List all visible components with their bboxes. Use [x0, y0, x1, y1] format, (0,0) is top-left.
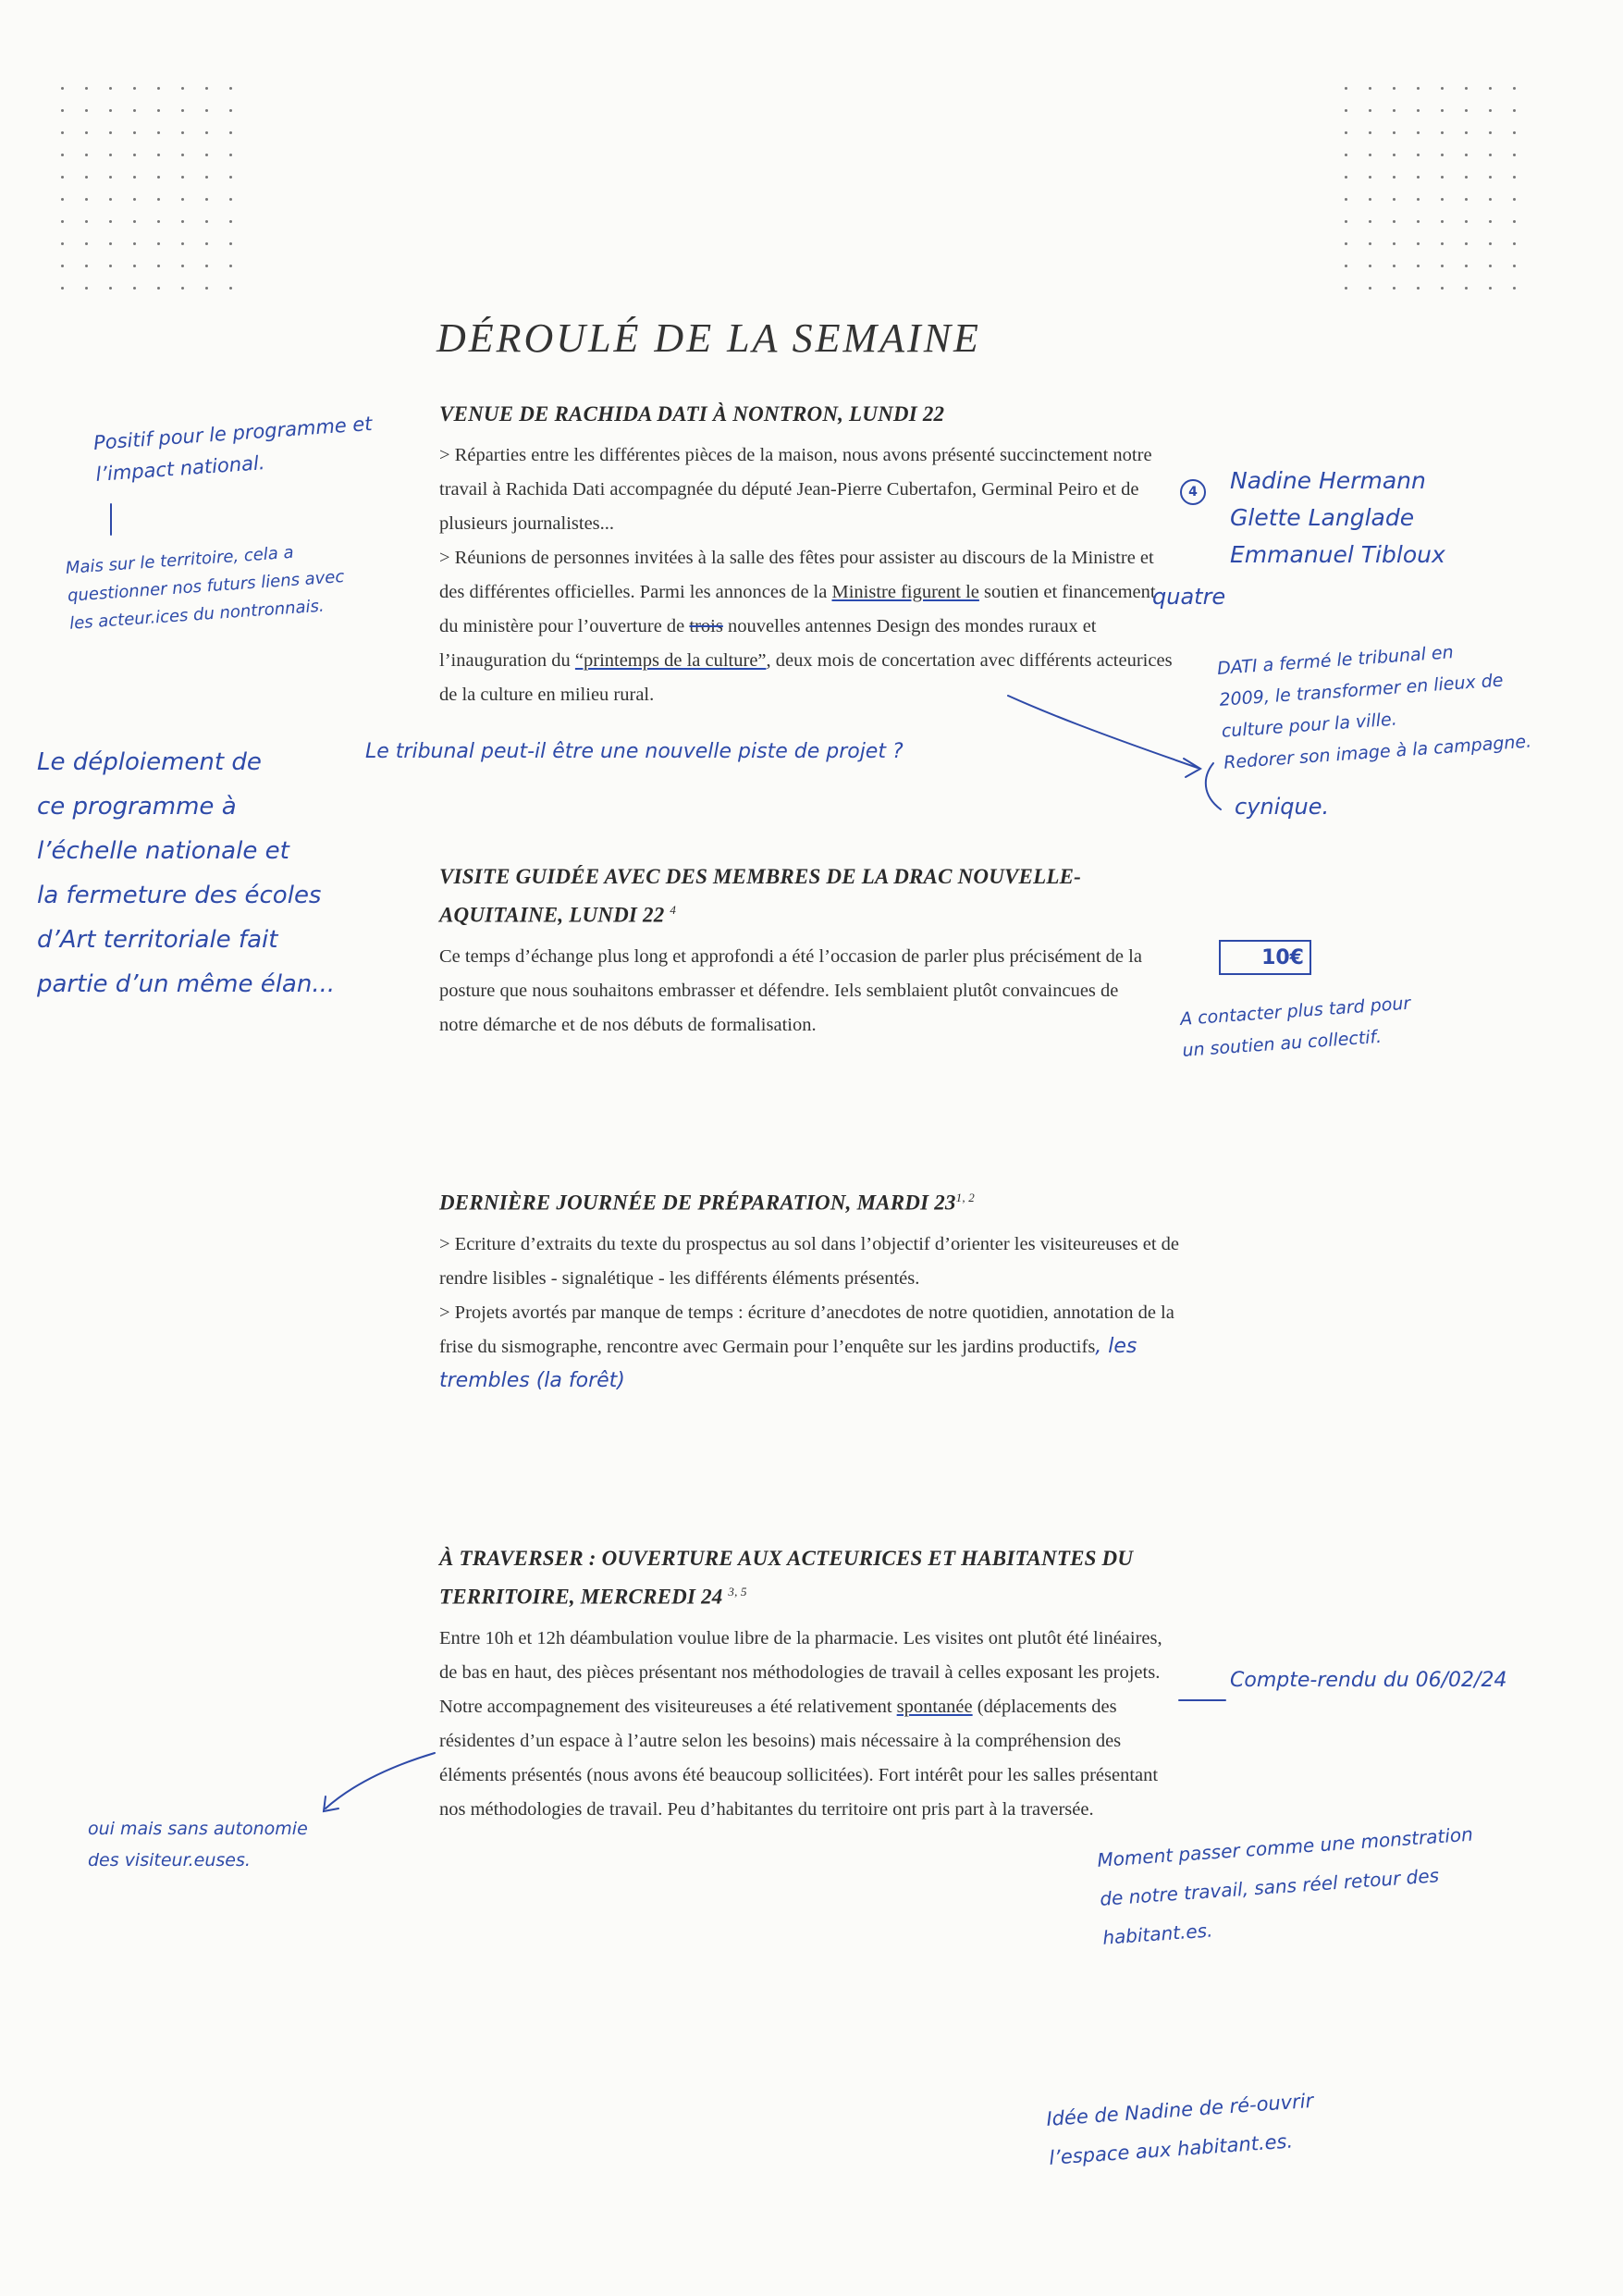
- dot: [1489, 242, 1492, 245]
- dot: [1393, 131, 1396, 134]
- dot: [1513, 154, 1516, 156]
- dot: [109, 131, 112, 134]
- page-title: DÉROULÉ DE LA SEMAINE: [436, 315, 981, 361]
- dot: [1513, 242, 1516, 245]
- dot: [85, 154, 88, 156]
- dot: [157, 154, 160, 156]
- dot: [133, 87, 136, 90]
- dot: [1417, 287, 1420, 290]
- arrow-head: [324, 1796, 338, 1811]
- dot: [109, 176, 112, 179]
- dot: [157, 131, 160, 134]
- dot: [229, 220, 232, 223]
- dot: [1465, 198, 1468, 201]
- dot: [1465, 154, 1468, 156]
- dot: [205, 287, 208, 290]
- dot: [1393, 220, 1396, 223]
- dot: [205, 87, 208, 90]
- dot: [85, 131, 88, 134]
- dot: [157, 220, 160, 223]
- dot: [1345, 220, 1347, 223]
- dot: [1417, 87, 1420, 90]
- dot: [1465, 265, 1468, 267]
- dot: [1393, 265, 1396, 267]
- dot: [1369, 242, 1371, 245]
- dot: [133, 154, 136, 156]
- handwritten-note-cynique: cynique.: [1235, 794, 1330, 820]
- dot: [181, 87, 184, 90]
- dot: [181, 154, 184, 156]
- dot: [1345, 154, 1347, 156]
- dot: [205, 109, 208, 112]
- dot: [1369, 220, 1371, 223]
- dot: [181, 265, 184, 267]
- handwritten-note-oui-mais: oui mais sans autonomie des visiteur.euses.: [88, 1819, 308, 1870]
- dot: [157, 287, 160, 290]
- dot: [205, 154, 208, 156]
- handwritten-note-names: Nadine Hermann Glette Langlade Emmanuel Tibloux: [1230, 467, 1445, 568]
- dot: [1369, 131, 1371, 134]
- section-heading: DERNIÈRE JOURNÉE DE PRÉPARATION, MARDI 23$^{1, 2}$: [439, 1191, 975, 1215]
- dot: [61, 109, 64, 112]
- dot: [1465, 176, 1468, 179]
- dot: [1369, 176, 1371, 179]
- dot: [1489, 176, 1492, 179]
- dot: [205, 198, 208, 201]
- dot: [109, 198, 112, 201]
- dot: [1369, 154, 1371, 156]
- dot: [133, 176, 136, 179]
- dot: [1417, 220, 1420, 223]
- dot: [157, 265, 160, 267]
- dot: [229, 287, 232, 290]
- dot: [157, 109, 160, 112]
- dot: [133, 242, 136, 245]
- paragraph: > Réparties entre les différentes pièces de la maison, nous avons présenté succinctement notre travail à Rachida Dati accompagnée du député Jean-Pierre Cubertafon, Germinal Peiro et de plusieurs journalistes...: [439, 445, 1152, 534]
- paragraph: Ce temps d’échange plus long et approfondi a été l’occasion de parler plus précisément de la posture que nous souhaitons embrasser et défendre. Iels semblaient plutôt convaincues de notre démarche et de nos débuts de formalisation.: [439, 945, 1142, 1035]
- dot: [157, 242, 160, 245]
- dot: [1417, 109, 1420, 112]
- dot: [157, 198, 160, 201]
- dot: [109, 242, 112, 245]
- dot: [229, 131, 232, 134]
- dot: [1345, 176, 1347, 179]
- dot: [61, 176, 64, 179]
- dot: [229, 154, 232, 156]
- dot: [1393, 242, 1396, 245]
- dot: [133, 287, 136, 290]
- dot: [109, 287, 112, 290]
- arrow-line: [326, 1753, 435, 1808]
- dot: [205, 131, 208, 134]
- paragraph: > Projets avortés par manque de temps : écriture d’anecdotes de notre quotidien, annotation de la frise du sismographe, rencontre avec Germain pour l’enquête sur les jardins productifs, les trembles (la forêt): [439, 1302, 1174, 1392]
- dot: [1417, 242, 1420, 245]
- dot-grid-left: [61, 87, 255, 309]
- dot: [61, 220, 64, 223]
- dot: [229, 87, 232, 90]
- dot: [61, 265, 64, 267]
- dot: [1393, 176, 1396, 179]
- dot: [109, 220, 112, 223]
- dot: [1369, 265, 1371, 267]
- section-traverser: [439, 1542, 1179, 1827]
- dot: [181, 131, 184, 134]
- dot: [1393, 109, 1396, 112]
- paragraph: > Ecriture d’extraits du texte du prospectus au sol dans l’objectif d’orienter les visiteureuses et de rendre lisibles - signalétique - les différents éléments présentés.: [439, 1233, 1179, 1289]
- dot: [1345, 265, 1347, 267]
- dot: [229, 176, 232, 179]
- dot: [1441, 131, 1444, 134]
- dot: [157, 176, 160, 179]
- paragraph: > Réunions de personnes invitées à la salle des fêtes pour assister au discours de la Ministre et des différentes officielles. Parmi les annonces de la Ministre figurent le soutien et financement du ministère pour l’ouverture de trois nouvelles antennes Design des mondes ruraux et l’inauguration du “printemps de la culture”, deux mois de concertation avec différents acteurices de la culture en milieu rural.: [439, 548, 1173, 705]
- dot: [1465, 220, 1468, 223]
- dot: [61, 87, 64, 90]
- dot: [229, 198, 232, 201]
- dot: [1489, 109, 1492, 112]
- price-tag-drawing: 10€: [1219, 940, 1311, 975]
- section-drac-visit: [439, 860, 1151, 1043]
- dot: [1465, 131, 1468, 134]
- dot: [205, 265, 208, 267]
- dot: [85, 220, 88, 223]
- dot: [1393, 198, 1396, 201]
- dot: [1513, 220, 1516, 223]
- handwritten-note-quatre: quatre: [1152, 584, 1226, 610]
- dot: [1441, 265, 1444, 267]
- dot: [1441, 242, 1444, 245]
- underlined-text: spontanée: [896, 1696, 973, 1717]
- dot: [85, 87, 88, 90]
- dot: [181, 198, 184, 201]
- section-preparation: [439, 1181, 1179, 1399]
- dot: [1489, 220, 1492, 223]
- dot: [133, 131, 136, 134]
- dot: [1441, 220, 1444, 223]
- underlined-text: Ministre figurent le: [831, 582, 979, 602]
- paragraph: Entre 10h et 12h déambulation voulue libre de la pharmacie. Les visites ont plutôt été linéaires, de bas en haut, des pièces présentant nos méthodologies de travail à celles exposant les projets. Notre accompagnement des visiteureuses a été relativement spontanée (déplacements des résidentes d’un espace à l’autre selon les besoins) mais nécessaire à la compréhension des éléments présentés (nous avons été beaucoup sollicitées). Fort intérêt pour les salles présentant nos méthodologies de travail. Peu d’habitantes du territoire ont pris part à la traversée.: [439, 1627, 1162, 1820]
- dot: [61, 242, 64, 245]
- dot: [1441, 87, 1444, 90]
- dot: [229, 242, 232, 245]
- dot: [1393, 287, 1396, 290]
- dot: [133, 265, 136, 267]
- dot: [133, 198, 136, 201]
- dot: [1489, 154, 1492, 156]
- dot: [205, 176, 208, 179]
- dot: [85, 176, 88, 179]
- dot: [109, 265, 112, 267]
- dot: [205, 220, 208, 223]
- dot: [1489, 198, 1492, 201]
- dot: [1441, 287, 1444, 290]
- dot: [61, 198, 64, 201]
- dot: [61, 131, 64, 134]
- dot: [1417, 198, 1420, 201]
- dot: [229, 109, 232, 112]
- dot: [61, 154, 64, 156]
- section-dati-visit: [439, 398, 1179, 712]
- handwritten-note-moment: Moment passer comme une monstration de notre travail, sans réel retour des habitant.es.: [1096, 1822, 1474, 1949]
- dot: [133, 109, 136, 112]
- arrow-head: [1184, 759, 1200, 777]
- dot: [1345, 109, 1347, 112]
- dot: [109, 87, 112, 90]
- dot: [1417, 131, 1420, 134]
- dot: [181, 220, 184, 223]
- dot: [85, 198, 88, 201]
- dot: [1513, 176, 1516, 179]
- dot: [1345, 287, 1347, 290]
- dot: [1369, 109, 1371, 112]
- dot: [109, 154, 112, 156]
- dot: [181, 176, 184, 179]
- dot: [1513, 265, 1516, 267]
- handwritten-note-idee: Idée de Nadine de ré-ouvrir l’espace aux habitant.es.: [1045, 2089, 1314, 2169]
- dot: [1441, 176, 1444, 179]
- dot: [1393, 87, 1396, 90]
- dot: [85, 109, 88, 112]
- handwritten-note-territory: Mais sur le territoire, cela a questionner nos futurs liens avec les acteur.ices du nontronnais.: [65, 542, 345, 634]
- handwritten-note-tribunal-question: Le tribunal peut-il être une nouvelle piste de projet ?: [365, 740, 904, 763]
- dot: [1417, 176, 1420, 179]
- dot: [1513, 287, 1516, 290]
- dot: [1441, 154, 1444, 156]
- handwritten-note-compte-rendu: Compte-rendu du 06/02/24: [1230, 1669, 1507, 1692]
- arrow-line: [1206, 763, 1221, 809]
- handwritten-note-deploiement: Le déploiement de ce programme à l’échelle nationale et la fermeture des écoles d’Art territoriale fait partie d’un même élan...: [37, 748, 336, 998]
- dot: [1513, 87, 1516, 90]
- handwritten-note-contacter: A contacter plus tard pour un soutien au collectif.: [1179, 993, 1411, 1061]
- section-heading: VISITE GUIDÉE AVEC DES MEMBRES DE LA DRAC NOUVELLE-AQUITAINE, LUNDI 22 $^4$: [439, 865, 1082, 927]
- dot: [1369, 87, 1371, 90]
- dot: [205, 242, 208, 245]
- section-heading: À TRAVERSER : OUVERTURE AUX ACTEURICES ET HABITANTES DU TERRITOIRE, MERCREDI 24 $^{3, 5}$: [439, 1547, 1134, 1609]
- dot: [85, 242, 88, 245]
- dot: [1345, 131, 1347, 134]
- dot: [85, 287, 88, 290]
- dot: [1465, 287, 1468, 290]
- dot: [1393, 154, 1396, 156]
- underlined-text: “printemps de la culture”: [574, 650, 767, 671]
- dot: [1489, 131, 1492, 134]
- dot: [1513, 198, 1516, 201]
- dot: [133, 220, 136, 223]
- struck-text: trois: [689, 616, 723, 636]
- dot: [181, 287, 184, 290]
- dot: [229, 265, 232, 267]
- dot: [1513, 131, 1516, 134]
- dot: [1345, 198, 1347, 201]
- dot: [1345, 87, 1347, 90]
- dot: [1369, 198, 1371, 201]
- dot: [61, 287, 64, 290]
- dot: [157, 87, 160, 90]
- section-heading: VENUE DE RACHIDA DATI À NONTRON, LUNDI 22: [439, 402, 945, 426]
- dot: [1441, 109, 1444, 112]
- dot: [1465, 87, 1468, 90]
- dot: [109, 109, 112, 112]
- handwritten-note-positive: Positif pour le programme et l’impact national.: [92, 412, 374, 486]
- dot: [85, 265, 88, 267]
- dot: [1489, 265, 1492, 267]
- dot: [1441, 198, 1444, 201]
- numbered-circle-icon: 4: [1180, 479, 1206, 505]
- dot: [1417, 154, 1420, 156]
- dot-grid-right: [1345, 87, 1539, 309]
- dot: [1345, 242, 1347, 245]
- dot: [1489, 287, 1492, 290]
- dot: [1465, 242, 1468, 245]
- handwritten-note-trembles: , les trembles (la forêt): [439, 1334, 1137, 1392]
- dot: [1417, 265, 1420, 267]
- dot: [1369, 287, 1371, 290]
- dot: [1465, 109, 1468, 112]
- handwritten-note-tribunal: DATI a fermé le tribunal en 2009, le transformer en lieux de culture pour la ville. Redorer son image à la campagne.: [1216, 642, 1532, 773]
- dot: [1489, 87, 1492, 90]
- dot: [181, 109, 184, 112]
- dot: [181, 242, 184, 245]
- dot: [1513, 109, 1516, 112]
